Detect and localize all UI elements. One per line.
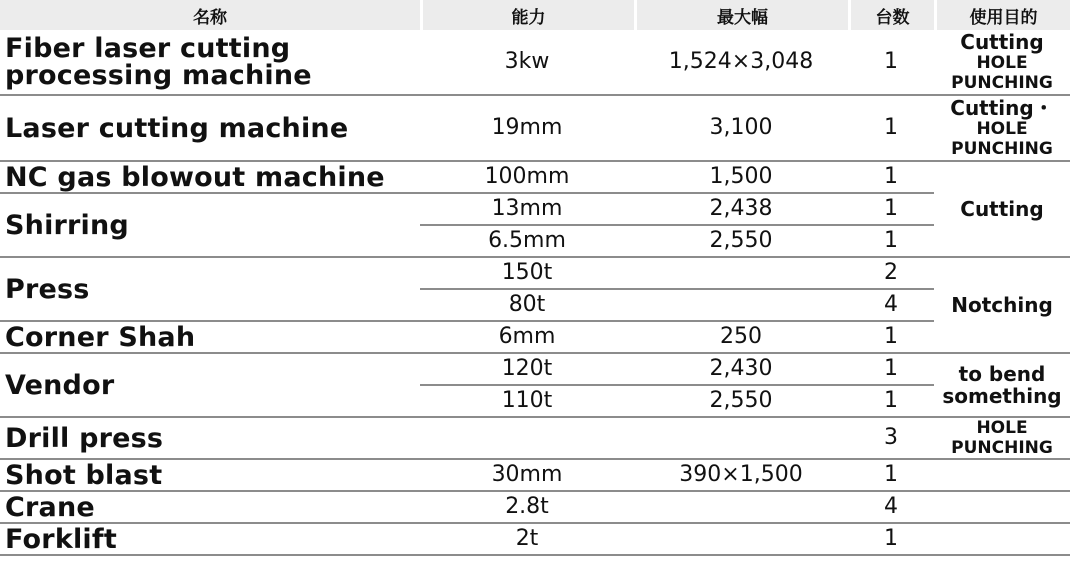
equipment-name: Crane bbox=[0, 492, 420, 524]
equipment-max-width bbox=[634, 258, 848, 290]
equipment-quantity: 2 bbox=[848, 258, 934, 290]
purpose-sub: HOLE PUNCHING bbox=[951, 418, 1053, 458]
equipment-quantity: 3 bbox=[848, 418, 934, 460]
equipment-purpose bbox=[934, 30, 1070, 96]
equipment-capacity: 2t bbox=[420, 524, 634, 556]
equipment-capacity: 2.8t bbox=[420, 492, 634, 524]
equipment-quantity: 1 bbox=[848, 524, 934, 556]
equipment-name: Drill press bbox=[0, 418, 420, 460]
equipment-name: Shirring bbox=[0, 194, 420, 258]
equipment-name: Laser cutting machine bbox=[0, 96, 420, 162]
equipment-purpose: to bend something bbox=[934, 354, 1070, 418]
table-row bbox=[0, 460, 1070, 492]
equipment-capacity: 13mm bbox=[420, 194, 634, 226]
purpose-main: Cutting bbox=[960, 29, 1044, 54]
equipment-quantity: 1 bbox=[848, 226, 934, 258]
equipment-quantity: 1 bbox=[848, 194, 934, 226]
table-row bbox=[0, 30, 1070, 96]
header-quantity: 台数 bbox=[848, 0, 934, 30]
equipment-capacity: 80t bbox=[420, 290, 634, 322]
equipment-quantity: 1 bbox=[848, 30, 934, 96]
equipment-capacity bbox=[420, 418, 634, 460]
equipment-capacity: 100mm bbox=[420, 162, 634, 194]
equipment-name: Vendor bbox=[0, 354, 420, 418]
equipment-quantity: 1 bbox=[848, 322, 934, 354]
equipment-capacity: 120t bbox=[420, 354, 634, 386]
equipment-purpose bbox=[934, 524, 1070, 556]
equipment-max-width: 2,430 bbox=[634, 354, 848, 386]
equipment-max-width: 1,524×3,048 bbox=[634, 30, 848, 96]
equipment-max-width: 3,100 bbox=[634, 96, 848, 162]
equipment-max-width bbox=[634, 290, 848, 322]
equipment-purpose bbox=[934, 418, 1070, 460]
equipment-max-width: 390×1,500 bbox=[634, 460, 848, 492]
equipment-quantity: 4 bbox=[848, 492, 934, 524]
purpose-main: Cutting・ bbox=[950, 95, 1054, 120]
table-row bbox=[0, 354, 1070, 386]
equipment-name: NC gas blowout machine bbox=[0, 162, 420, 194]
table-row bbox=[0, 96, 1070, 162]
equipment-max-width bbox=[634, 524, 848, 556]
equipment-capacity: 6.5mm bbox=[420, 226, 634, 258]
equipment-max-width: 2,438 bbox=[634, 194, 848, 226]
purpose-sub: HOLE PUNCHING bbox=[951, 52, 1053, 93]
equipment-capacity: 19mm bbox=[420, 96, 634, 162]
header-name: 名称 bbox=[0, 0, 420, 30]
header-capacity: 能力 bbox=[420, 0, 634, 30]
equipment-max-width bbox=[634, 418, 848, 460]
equipment-purpose bbox=[934, 96, 1070, 162]
table-row bbox=[0, 418, 1070, 460]
table-row bbox=[0, 322, 1070, 354]
table-row bbox=[0, 162, 1070, 194]
equipment-quantity: 1 bbox=[848, 460, 934, 492]
header-purpose: 使用目的 bbox=[934, 0, 1070, 30]
equipment-purpose: Notching bbox=[934, 258, 1070, 354]
equipment-name: Corner Shah bbox=[0, 322, 420, 354]
equipment-quantity: 1 bbox=[848, 386, 934, 418]
table-header-row bbox=[0, 0, 1070, 30]
equipment-quantity: 4 bbox=[848, 290, 934, 322]
equipment-capacity: 6mm bbox=[420, 322, 634, 354]
equipment-max-width: 2,550 bbox=[634, 226, 848, 258]
equipment-name: Shot blast bbox=[0, 460, 420, 492]
table-row bbox=[0, 258, 1070, 290]
purpose-sub: HOLE PUNCHING bbox=[951, 118, 1053, 159]
table-row bbox=[0, 524, 1070, 556]
equipment-purpose bbox=[934, 492, 1070, 524]
equipment-purpose bbox=[934, 460, 1070, 492]
equipment-name: Press bbox=[0, 258, 420, 322]
equipment-purpose: Cutting bbox=[934, 162, 1070, 258]
equipment-max-width bbox=[634, 492, 848, 524]
equipment-capacity: 110t bbox=[420, 386, 634, 418]
equipment-quantity: 1 bbox=[848, 96, 934, 162]
equipment-max-width: 2,550 bbox=[634, 386, 848, 418]
equipment-quantity: 1 bbox=[848, 162, 934, 194]
equipment-max-width: 1,500 bbox=[634, 162, 848, 194]
equipment-quantity: 1 bbox=[848, 354, 934, 386]
equipment-capacity: 3kw bbox=[420, 30, 634, 96]
table-row bbox=[0, 492, 1070, 524]
header-max-width: 最大幅 bbox=[634, 0, 848, 30]
equipment-capacity: 150t bbox=[420, 258, 634, 290]
table-row bbox=[0, 194, 1070, 226]
equipment-name: Forklift bbox=[0, 524, 420, 556]
equipment-max-width: 250 bbox=[634, 322, 848, 354]
equipment-name: Fiber laser cutting processing machine bbox=[0, 30, 420, 96]
equipment-capacity: 30mm bbox=[420, 460, 634, 492]
